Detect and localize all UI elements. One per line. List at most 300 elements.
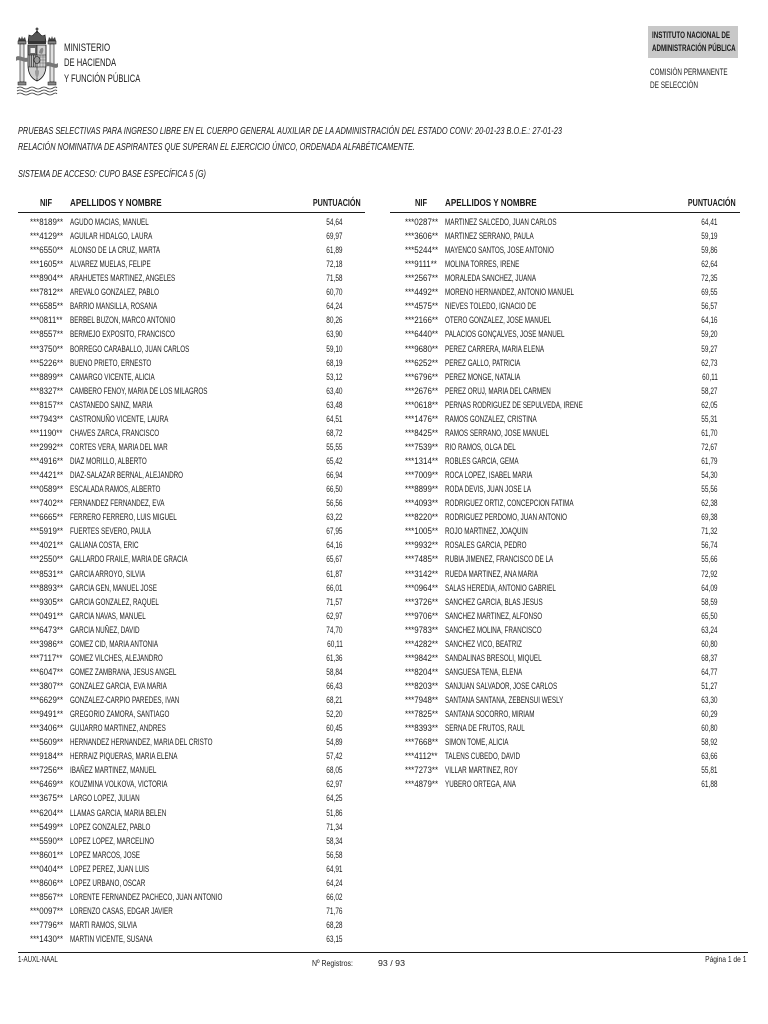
score-cell: 63,22 <box>326 512 343 523</box>
name-cell: AGUILAR HIDALGO, LAURA <box>70 231 153 242</box>
name-cell: SANGUESA TENA, ELENA <box>445 666 523 677</box>
nif-cell: ***7485** <box>405 554 439 565</box>
document-title-line-1: PRUEBAS SELECTIVAS PARA INGRESO LIBRE EN EL CUERPO GENERAL AUXILIAR DE LA ADMINISTRACIÓN DEL ESTADO CONV: 20-01-23 B.O.E.: 27-01-23 <box>18 124 562 137</box>
nif-cell: ***1314** <box>405 456 439 467</box>
score-cell: 66,01 <box>326 582 343 593</box>
table-row <box>390 257 740 271</box>
score-cell: 63,30 <box>701 695 718 706</box>
nif-cell: ***7943** <box>30 413 64 424</box>
name-cell: RODA DEVIS, JUAN JOSE LA <box>445 484 532 495</box>
name-cell: CORTES VERA, MARIA DEL MAR <box>70 441 168 452</box>
score-cell: 59,27 <box>701 343 718 354</box>
table-row <box>18 651 365 665</box>
score-cell: 71,34 <box>326 821 343 832</box>
score-cell: 58,92 <box>701 737 718 748</box>
nif-cell: ***6796** <box>405 371 439 382</box>
score-cell: 56,56 <box>326 498 343 509</box>
score-cell: 62,38 <box>701 498 718 509</box>
nif-cell: ***3986** <box>30 638 64 649</box>
nif-cell: ***9680** <box>405 343 439 354</box>
name-cell: SANDALINAS BRESOLI, MIQUEL <box>445 652 542 663</box>
score-cell: 62,97 <box>326 610 343 621</box>
table-row <box>390 243 740 257</box>
nif-cell: ***4021** <box>30 540 64 551</box>
table-row <box>18 595 365 609</box>
table-row <box>390 679 740 693</box>
name-cell: MAYENCO SANTOS, JOSE ANTONIO <box>445 245 554 256</box>
name-cell: LORENZO CASAS, EDGAR JAVIER <box>70 905 173 916</box>
table-row <box>390 327 740 341</box>
score-cell: 54,64 <box>326 217 343 227</box>
table-row <box>390 271 740 285</box>
table-row <box>18 904 365 918</box>
table-row <box>390 285 740 299</box>
waves-icon <box>17 87 57 95</box>
score-cell: 63,90 <box>326 329 343 340</box>
name-cell: GOMEZ ZAMBRANA, JESUS ANGEL <box>70 666 177 677</box>
nif-cell: ***3406** <box>30 723 64 734</box>
score-cell: 69,55 <box>701 287 718 298</box>
name-cell: SERNA DE FRUTOS, RAUL <box>445 723 525 734</box>
name-cell: AREVALO GONZALEZ, PABLO <box>70 287 160 298</box>
score-cell: 66,94 <box>326 470 343 481</box>
table-row <box>390 637 740 651</box>
score-cell: 62,05 <box>701 399 718 410</box>
score-cell: 65,42 <box>326 456 343 467</box>
score-cell: 61,36 <box>326 652 343 663</box>
score-cell: 71,32 <box>701 526 718 537</box>
score-cell: 68,21 <box>326 695 343 706</box>
nif-cell: ***8327** <box>30 385 64 396</box>
score-header: PUNTUACIÓN <box>688 198 736 209</box>
name-cell: GREGORIO ZAMORA, SANTIAGO <box>70 709 170 720</box>
name-cell: LARGO LOPEZ, JULIAN <box>70 793 140 804</box>
table-row <box>390 426 740 440</box>
score-cell: 66,50 <box>326 484 343 495</box>
score-cell: 63,48 <box>326 399 343 410</box>
table-row <box>390 735 740 749</box>
name-cell: RUEDA MARTINEZ, ANA MARIA <box>445 568 539 579</box>
nif-cell: ***5499** <box>30 821 64 832</box>
nif-cell: ***9305** <box>30 596 64 607</box>
score-cell: 64,77 <box>701 666 718 677</box>
score-cell: 63,24 <box>701 624 718 635</box>
table-row <box>390 468 740 482</box>
nif-cell: ***6550** <box>30 245 64 256</box>
score-cell: 59,10 <box>326 343 343 354</box>
table-row <box>18 806 365 820</box>
name-cell: GOMEZ VILCHES, ALEJANDRO <box>70 652 163 663</box>
name-cell: BORREGO CARABALLO, JUAN CARLOS <box>70 343 190 354</box>
name-cell: FERNANDEZ FERNANDEZ, EVA <box>70 498 165 509</box>
name-cell: GARCIA GONZALEZ, RAQUEL <box>70 596 159 607</box>
name-cell: PERNAS RODRIGUEZ DE SEPULVEDA, IRENE <box>445 399 583 410</box>
nif-cell: ***6047** <box>30 666 64 677</box>
table-row <box>390 581 740 595</box>
nif-cell: ***6469** <box>30 779 64 790</box>
nif-cell: ***8203** <box>405 680 439 691</box>
score-cell: 58,59 <box>701 596 718 607</box>
nif-cell: ***8425** <box>405 427 439 438</box>
records-count: 93 / 93 <box>378 957 406 968</box>
table-row <box>390 370 740 384</box>
nif-cell: ***7812** <box>30 287 64 298</box>
name-cell: RAMOS GONZALEZ, CRISTINA <box>445 413 537 424</box>
nif-cell: ***9111** <box>405 259 437 270</box>
nif-cell: ***1476** <box>405 413 439 424</box>
name-cell: BERMEJO EXPOSITO, FRANCISCO <box>70 329 175 340</box>
table-row <box>18 637 365 651</box>
score-cell: 55,66 <box>701 554 718 565</box>
left-table-column <box>18 197 365 947</box>
table-row <box>390 313 740 327</box>
table-row <box>390 440 740 454</box>
name-cell: SANTANA SOCORRO, MIRIAM <box>445 709 535 720</box>
nif-cell: ***7402** <box>30 498 64 509</box>
score-cell: 68,05 <box>326 765 343 776</box>
table-row <box>18 609 365 623</box>
nif-cell: ***4879** <box>405 779 439 790</box>
nif-cell: ***9184** <box>30 751 64 762</box>
nif-cell: ***9783** <box>405 624 439 635</box>
name-cell: LOPEZ LOPEZ, MARCELINO <box>70 835 155 846</box>
nif-cell: ***4916** <box>30 456 64 467</box>
table-row <box>390 482 740 496</box>
table-row <box>18 524 365 538</box>
table-row <box>390 510 740 524</box>
score-cell: 56,58 <box>326 849 343 860</box>
score-cell: 59,19 <box>701 231 718 242</box>
score-cell: 58,27 <box>701 385 718 396</box>
nif-cell: ***4112** <box>405 751 438 762</box>
name-cell: ESCALADA RAMOS, ALBERTO <box>70 484 161 495</box>
score-cell: 67,95 <box>326 526 343 537</box>
table-row <box>18 834 365 848</box>
nif-cell: ***7668** <box>405 737 439 748</box>
name-cell: LOPEZ GONZALEZ, PABLO <box>70 821 151 832</box>
name-cell: SIMON TOME, ALICIA <box>445 737 509 748</box>
ministry-line: MINISTERIO <box>64 41 111 54</box>
table-row <box>390 384 740 398</box>
table-row <box>18 552 365 566</box>
nif-cell: ***8189** <box>30 217 64 227</box>
name-cell: OTERO GONZALEZ, JOSE MANUEL <box>445 315 552 326</box>
commission-line: COMISIÓN PERMANENTE <box>650 66 728 77</box>
name-cell: ROSALES GARCIA, PEDRO <box>445 540 527 551</box>
name-cell: MARTINEZ SALCEDO, JUAN CARLOS <box>445 217 557 227</box>
royal-crown-icon <box>28 28 46 45</box>
name-cell: GONZALEZ GARCIA, EVA MARIA <box>70 680 167 691</box>
name-cell: TALENS CUBEDO, DAVID <box>445 751 521 762</box>
table-row <box>18 749 365 763</box>
ministry-line: Y FUNCIÓN PÚBLICA <box>64 72 141 85</box>
nif-cell: ***3606** <box>405 231 439 242</box>
table-row <box>18 538 365 552</box>
nif-cell: ***9706** <box>405 610 439 621</box>
score-cell: 71,58 <box>326 273 343 284</box>
nif-cell: ***2166** <box>405 315 439 326</box>
nif-cell: ***5244** <box>405 245 439 256</box>
score-cell: 60,45 <box>326 723 343 734</box>
name-cell: MARTIN VICENTE, SUSANA <box>70 934 153 945</box>
score-cell: 64,41 <box>701 217 718 227</box>
score-cell: 68,37 <box>701 652 718 663</box>
name-cell: MORENO HERNANDEZ, ANTONIO MANUEL <box>445 287 575 298</box>
name-cell: BUENO PRIETO, ERNESTO <box>70 357 152 368</box>
table-row <box>390 552 740 566</box>
name-cell: MORALEDA SANCHEZ, JUANA <box>445 273 537 284</box>
score-cell: 65,50 <box>701 610 718 621</box>
nif-cell: ***1005** <box>405 526 439 537</box>
table-row <box>18 384 365 398</box>
nif-cell: ***6473** <box>30 624 64 635</box>
nif-cell: ***1190** <box>30 427 63 438</box>
name-cell: CHAVES ZARCA, FRANCISCO <box>70 427 160 438</box>
name-header: APELLIDOS Y NOMBRE <box>445 198 537 209</box>
score-cell: 64,16 <box>326 540 343 551</box>
nif-cell: ***5919** <box>30 526 64 537</box>
score-cell: 59,86 <box>701 245 718 256</box>
name-cell: PEREZ CARRERA, MARIA ELENA <box>445 343 545 354</box>
nif-cell: ***7825** <box>405 709 439 720</box>
score-cell: 58,34 <box>326 835 343 846</box>
name-cell: CASTRONUÑO VICENTE, LAURA <box>70 413 169 424</box>
score-cell: 61,89 <box>326 245 343 256</box>
nif-header: NIF <box>40 198 53 209</box>
table-row <box>18 412 365 426</box>
table-row <box>390 342 740 356</box>
nif-cell: ***8567** <box>30 891 64 902</box>
score-cell: 60,70 <box>326 287 343 298</box>
table-row <box>390 299 740 313</box>
nif-cell: ***0287** <box>405 217 439 227</box>
name-cell: KOUZMINA VOLKOVA, VICTORIA <box>70 779 168 790</box>
table-row <box>390 215 740 229</box>
name-cell: LOPEZ URBANO, OSCAR <box>70 877 146 888</box>
name-cell: SANCHEZ VICO, BEATRIZ <box>445 638 522 649</box>
score-cell: 54,89 <box>326 737 343 748</box>
name-cell: ROCA LOPEZ, ISABEL MARIA <box>445 470 533 481</box>
table-row <box>18 820 365 834</box>
name-cell: YUBERO ORTEGA, ANA <box>445 779 516 790</box>
table-row <box>18 313 365 327</box>
score-cell: 64,24 <box>326 877 343 888</box>
report-code: 1-AUXL-NAAL <box>18 954 58 964</box>
nif-cell: ***6629** <box>30 695 64 706</box>
table-rows <box>18 215 365 947</box>
nif-cell: ***1430** <box>30 934 64 945</box>
right-pillar-icon <box>46 36 58 85</box>
nif-cell: ***7948** <box>405 695 439 706</box>
nif-cell: ***7009** <box>405 470 439 481</box>
nif-cell: ***3807** <box>30 680 64 691</box>
table-row <box>18 243 365 257</box>
name-cell: LOPEZ MARCOS, JOSE <box>70 849 141 860</box>
nif-cell: ***4492** <box>405 287 439 298</box>
score-cell: 68,72 <box>326 427 343 438</box>
name-cell: LOPEZ PEREZ, JUAN LUIS <box>70 863 150 874</box>
name-cell: DIAZ-SALAZAR BERNAL, ALEJANDRO <box>70 470 184 481</box>
name-cell: PEREZ MONGE, NATALIA <box>445 371 521 382</box>
table-row <box>18 665 365 679</box>
header-rule <box>18 212 365 213</box>
name-cell: SANJUAN SALVADOR, JOSE CARLOS <box>445 680 558 691</box>
nif-cell: ***4093** <box>405 498 439 509</box>
nif-cell: ***7796** <box>30 920 64 930</box>
name-cell: PEREZ ORUJ, MARIA DEL CARMEN <box>445 385 551 396</box>
nif-cell: ***4575** <box>405 301 439 312</box>
name-cell: SANCHEZ GARCIA, BLAS JESUS <box>445 596 543 607</box>
nif-cell: ***0491** <box>30 610 64 621</box>
nif-cell: ***8606** <box>30 877 64 888</box>
name-cell: FERRERO FERRERO, LUIS MIGUEL <box>70 512 177 523</box>
name-cell: BERBEL BUZON, MARCO ANTONIO <box>70 315 176 326</box>
score-cell: 64,16 <box>701 315 718 326</box>
score-cell: 56,57 <box>701 301 718 312</box>
table-row <box>390 749 740 763</box>
name-cell: CAMARGO VICENTE, ALICIA <box>70 371 155 382</box>
table-row <box>390 763 740 777</box>
table-row <box>18 890 365 904</box>
name-cell: CAMBERO FENOY, MARIA DE LOS MILAGROS <box>70 385 208 396</box>
institute-line: ADMINISTRACIÓN PÚBLICA <box>652 42 736 53</box>
table-row <box>18 876 365 890</box>
document-title-line-2: RELACIÓN NOMINATIVA DE ASPIRANTES QUE SUPERAN EL EJERCICIO ÚNICO, ORDENADA ALFABÉTICAMENTE. <box>18 140 415 153</box>
nif-cell: ***9491** <box>30 709 64 720</box>
name-cell: RODRIGUEZ PERDOMO, JUAN ANTONIO <box>445 512 568 523</box>
table-row <box>18 327 365 341</box>
score-cell: 74,70 <box>326 624 343 635</box>
table-row <box>390 496 740 510</box>
score-cell: 62,97 <box>326 779 343 790</box>
table-row <box>18 848 365 862</box>
table-row <box>18 454 365 468</box>
nif-cell: ***8204** <box>405 666 439 677</box>
table-row <box>390 229 740 243</box>
score-cell: 60,11 <box>702 371 718 382</box>
nif-cell: ***0097** <box>30 905 64 916</box>
table-row <box>390 356 740 370</box>
nif-cell: ***8393** <box>405 723 439 734</box>
name-cell: BARRIO MANSILLA, ROSANA <box>70 301 158 312</box>
left-pillar-icon <box>16 36 28 85</box>
table-row <box>18 299 365 313</box>
name-cell: GALLARDO FRAILE, MARIA DE GRACIA <box>70 554 188 565</box>
table-row <box>18 707 365 721</box>
score-cell: 63,40 <box>326 385 343 396</box>
name-cell: ROJO MARTINEZ, JOAQUIN <box>445 526 528 537</box>
nif-cell: ***4282** <box>405 638 439 649</box>
name-cell: RUBIA JIMENEZ, FRANCISCO DE LA <box>445 554 554 565</box>
nif-cell: ***5226** <box>30 357 64 368</box>
name-cell: PEREZ GALLO, PATRICIA <box>445 357 521 368</box>
table-row <box>18 257 365 271</box>
score-cell: 64,25 <box>326 793 343 804</box>
table-row <box>18 215 365 229</box>
table-row <box>18 229 365 243</box>
name-cell: ARAHUETES MARTINEZ, ANGELES <box>70 273 176 284</box>
score-cell: 51,86 <box>326 807 343 818</box>
table-row <box>18 482 365 496</box>
nif-cell: ***7256** <box>30 765 64 776</box>
name-cell: RIO RAMOS, OLGA DEL <box>445 441 516 452</box>
score-cell: 58,84 <box>326 666 343 677</box>
name-cell: GARCIA ARROYO, SILVIA <box>70 568 146 579</box>
name-cell: RAMOS SERRANO, JOSE MANUEL <box>445 427 549 438</box>
table-row <box>18 398 365 412</box>
name-cell: ALVAREZ MUELAS, FELIPE <box>70 259 151 270</box>
nif-cell: ***5609** <box>30 737 64 748</box>
score-cell: 61,88 <box>701 779 718 790</box>
score-cell: 52,20 <box>326 709 343 720</box>
nif-cell: ***8899** <box>30 371 64 382</box>
table-row <box>390 538 740 552</box>
table-row <box>18 285 365 299</box>
name-cell: HERNANDEZ HERNANDEZ, MARIA DEL CRISTO <box>70 737 213 748</box>
nif-cell: ***8557** <box>30 329 64 340</box>
score-cell: 51,27 <box>701 680 718 691</box>
table-row <box>390 721 740 735</box>
name-cell: IBAÑEZ MARTINEZ, MANUEL <box>70 765 157 776</box>
score-cell: 64,91 <box>326 863 343 874</box>
name-cell: DIAZ MORILLO, ALBERTO <box>70 456 147 467</box>
score-cell: 80,26 <box>326 315 343 326</box>
table-row <box>18 567 365 581</box>
table-row <box>390 609 740 623</box>
score-cell: 63,66 <box>701 751 718 762</box>
nif-cell: ***3750** <box>30 343 64 354</box>
ministry-line: DE HACIENDA <box>64 57 117 69</box>
table-row <box>390 693 740 707</box>
score-cell: 69,38 <box>701 512 718 523</box>
name-cell: SALAS HEREDIA, ANTONIO GABRIEL <box>445 582 556 593</box>
coat-of-arms-icon <box>16 27 58 97</box>
nif-cell: ***4129** <box>30 231 64 242</box>
score-cell: 64,51 <box>326 413 343 424</box>
name-cell: ALONSO DE LA CRUZ, MARTA <box>70 245 161 256</box>
name-cell: LLAMAS GARCIA, MARIA BELEN <box>70 807 167 818</box>
score-cell: 66,02 <box>326 891 343 902</box>
nif-cell: ***7273** <box>405 765 439 776</box>
table-row <box>390 707 740 721</box>
score-cell: 69,97 <box>326 231 343 242</box>
score-cell: 66,43 <box>326 680 343 691</box>
nif-cell: ***0618** <box>405 399 439 410</box>
score-header: PUNTUACIÓN <box>313 198 361 209</box>
header-rule <box>390 212 740 213</box>
score-cell: 71,76 <box>326 905 343 916</box>
nif-cell: ***3675** <box>30 793 64 804</box>
name-cell: GUIJARRO MARTINEZ, ANDRES <box>70 723 166 734</box>
name-cell: GONZALEZ-CARPIO PAREDES, IVAN <box>70 695 180 706</box>
table-row <box>18 932 365 946</box>
table-row <box>390 454 740 468</box>
table-row <box>18 468 365 482</box>
score-cell: 60,11 <box>327 638 343 649</box>
nif-cell: ***5590** <box>30 835 64 846</box>
table-row <box>18 496 365 510</box>
score-cell: 60,29 <box>701 709 718 720</box>
nif-cell: ***8904** <box>30 273 64 284</box>
nif-cell: ***8220** <box>405 512 439 523</box>
table-row <box>18 862 365 876</box>
nif-cell: ***6585** <box>30 301 64 312</box>
table-row <box>18 356 365 370</box>
name-header: APELLIDOS Y NOMBRE <box>70 198 162 209</box>
score-cell: 56,74 <box>701 540 718 551</box>
table-row <box>18 370 365 384</box>
nif-cell: ***9842** <box>405 652 439 663</box>
